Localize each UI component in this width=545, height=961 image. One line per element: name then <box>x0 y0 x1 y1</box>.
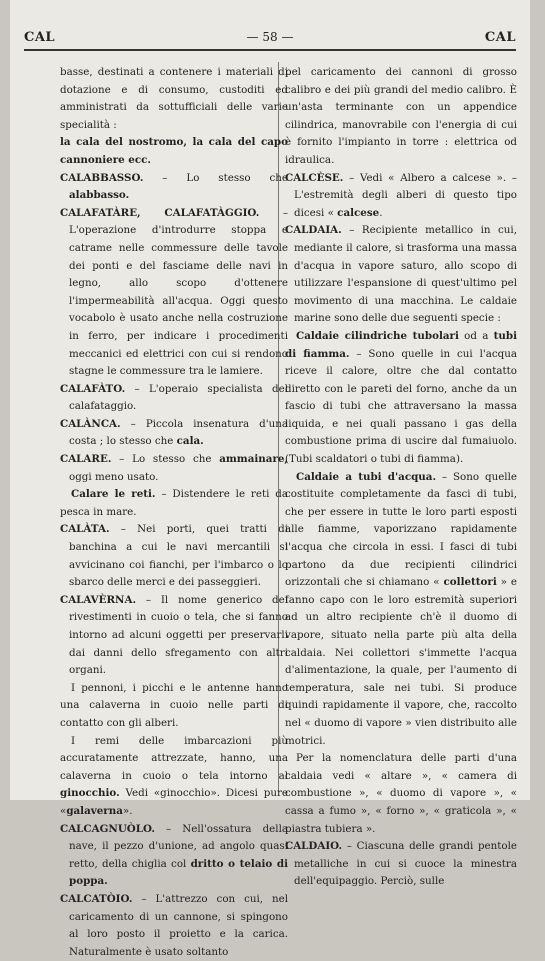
paragraph-text: ». <box>122 804 133 817</box>
entry-headword: CALABBASSO. <box>60 171 144 184</box>
entry-definition: . <box>379 206 383 219</box>
entry-definition: » e fanno capo con le loro estremità superiori ad un altro recipiente ch'è il duomo di vapore, situato nella parte più alta della caldaia. Nei collettori s'immette l'acqua d'alimentazione, la quale, per l'aumento di temperatura, sale nei tubi. Si produce quindi rapidamente il vapore, che, raccolto nel « duomo di vapore » vien distribuito alle motrici. <box>285 576 517 747</box>
entry-definition: – Sono quelle in cui l'acqua riceve il calore, oltre che dal contatto diretto con le pareti del forno, anche da un fascio di tubi che attraversano la massa liquida, e nei quali passano i gas della combustione prima di uscire dal fumaiuolo. (Tubi scaldatori o tubi di fiamma). <box>285 347 517 466</box>
dictionary-entry <box>285 222 517 328</box>
subentry <box>60 486 288 521</box>
left-column <box>60 64 288 961</box>
subentry <box>285 469 517 751</box>
entry-definition: – L'attrezzo con cui, nel caricamento di un cannone, si spingono al loro posto il proietto e la carica. Naturalmente è usato soltanto <box>69 892 288 958</box>
paragraph-text: Vedi «ginocchio». Dicesi pure « <box>60 787 288 817</box>
page-header <box>24 26 516 48</box>
entry-definition: – Recipiente metallico in cui, mediante il calore, si trasforma una massa d'acqua in vapore saturo, allo scopo di utilizzare l'espansione di quest'ultimo pel movimento di una macchina. Le caldaie marine sono delle due seguenti specie : <box>294 224 517 325</box>
entry-definition: – Il nome generico dei rivestimenti in cuoio o tela, che si fanno intorno ad alcuni oggetti per preservarli dai danni dello sfregamento con altri organi. <box>69 593 288 677</box>
paragraph-text: pel caricamento dei cannoni di grosso calibro e dei più grandi del medio calibro. È un'asta terminante con un appendice cilindrica, manovrabile con l'energia di cui è fornito l'impianto in torre : elettrica od idraulica. <box>285 66 517 166</box>
entry-headword: CALAVÈRNA. <box>60 593 137 606</box>
paragraph <box>285 750 517 838</box>
entry-headword: CALAFATÀRE, CALAFATÀGGIO. <box>60 206 260 219</box>
entry-definition: – Lo stesso che <box>143 171 288 184</box>
entry-definition: – Nell'ossatura della nave, il pezzo d'unione, ad angolo quasi retto, della chiglia col <box>69 822 288 870</box>
right-column <box>285 64 517 891</box>
emphasis-text: cala. <box>176 435 204 448</box>
emphasis-text: calcese <box>337 206 380 219</box>
entry-definition: – Piccola insenatura d'una costa ; lo stesso che <box>69 417 288 448</box>
emphasis-text: ginocchio. <box>60 787 120 800</box>
emphasis-text: ammainare, <box>219 453 288 466</box>
entry-definition: – L'operazione d'introdurre stoppa e catrame nelle commessure delle tavole dei ponti e del fasciame delle navi in legno, allo scopo d'ottenere l'impermeabilità all'acqua. Oggi questo vocabolo è usato anche nella costruzione in ferro, per indicare i procedimenti meccanici ed elettrici con cui si rendono stagne le commessure tra le lamiere. <box>69 206 288 378</box>
dictionary-entry <box>60 821 288 891</box>
entry-headword: CALDAIO. <box>285 840 343 853</box>
page-number: — 58 — <box>246 30 294 44</box>
entry-headword: CALCATÒIO. <box>60 892 133 905</box>
entry-headword: Caldaie cilindriche tubolari <box>296 329 459 342</box>
dictionary-entry <box>60 416 288 451</box>
paragraph <box>60 733 288 821</box>
emphasis-text: tubi di fiamma. <box>285 329 518 360</box>
entry-definition: – Sono quelle costituite completamente da fasci di tubi, che per essere in tutte le loro parti esposti alle fiamme, vaporizzano rapidamente l'acqua che circola in essi. I fasci di tubi partono da due recipienti cilindrici orizzontali che si chiamano « <box>285 470 517 589</box>
entry-headword: CALARE. <box>60 453 112 466</box>
paragraph <box>60 64 288 134</box>
book-page <box>10 0 530 958</box>
paragraph-text: I pennoni, i picchi e le antenne hanno una calaverna in cuoio nelle parti di contatto con gli alberi. <box>60 681 288 729</box>
entry-definition: – L'operaio specialista del calafataggio. <box>69 382 288 413</box>
entry-definition: – Lo stesso che <box>111 453 220 466</box>
paragraph-text: basse, destinati a contenere i materiali di dotazione e di consumo, custoditi ed amministrati da sottufficiali delle varie specialità : <box>60 66 288 131</box>
dictionary-entry <box>60 592 288 680</box>
entry-definition: – Vedi « Albero a calcese ». – L'estremità degli alberi di questo tipo dicesi « <box>294 171 517 219</box>
entry-headword: CALÀTA. <box>60 523 110 536</box>
entry-headword: CALCAGNUÒLO. <box>60 822 155 835</box>
entry-definition: – Nei porti, quei tratti di banchina a cui le navi mercantili si avvicinano coi fianchi, per l'imbarco o lo sbarco delle merci e dei passeggieri. <box>69 523 288 589</box>
running-head-right: CAL <box>484 30 516 45</box>
entry-headword: CALAFÀTO. <box>60 382 126 395</box>
entry-definition: – Ciascuna delle grandi pentole metalliche in cui si cuoce la minestra dell'equipaggio. Perciò, sulle <box>294 840 517 888</box>
paragraph-text: I remi delle imbarcazioni più accuratamente attrezzate, hanno, una calaverna in cuoio o tela intorno al <box>60 734 288 782</box>
paragraph <box>285 64 517 170</box>
entry-headword: Calare le reti. <box>71 488 156 501</box>
dictionary-entry <box>60 205 288 381</box>
subentry <box>285 328 517 469</box>
entry-definition: oggi meno usato. <box>69 470 159 483</box>
running-head-left: CAL <box>24 30 56 45</box>
header-rule <box>24 49 516 51</box>
dictionary-entry <box>60 891 288 961</box>
emphasis-text: la cala del nostromo, la cala del capo cannoniere ecc. <box>60 136 288 166</box>
entry-definition: – Distendere le reti da pesca in mare. <box>60 488 288 518</box>
emphasis-text: dritto o telaio di poppa. <box>69 857 288 888</box>
entry-definition: od a <box>458 329 494 342</box>
entry-headword: Caldaie a tubi d'acqua. <box>296 470 437 483</box>
paragraph <box>60 134 288 169</box>
dictionary-entry <box>285 838 517 891</box>
dictionary-entry <box>60 521 288 591</box>
dictionary-entry <box>285 170 517 223</box>
entry-headword: CALDAIA. <box>285 224 342 237</box>
emphasis-text: alabbasso. <box>69 189 130 202</box>
paragraph-text: Per la nomenclatura delle parti d'una caldaia vedi « altare », « camera di combustione », « duomo di vapore », « cassa a fumo », « forno », « graticola », « piastra tubiera ». <box>285 752 517 835</box>
dictionary-entry <box>60 170 288 205</box>
emphasis-text: collettori <box>443 576 497 589</box>
emphasis-text: galaverna <box>66 804 123 817</box>
dictionary-entry <box>60 451 288 486</box>
entry-headword: CALCÈSE. <box>285 171 344 184</box>
paragraph <box>60 680 288 733</box>
entry-headword: CALÀNCA. <box>60 417 121 430</box>
dictionary-entry <box>60 381 288 416</box>
